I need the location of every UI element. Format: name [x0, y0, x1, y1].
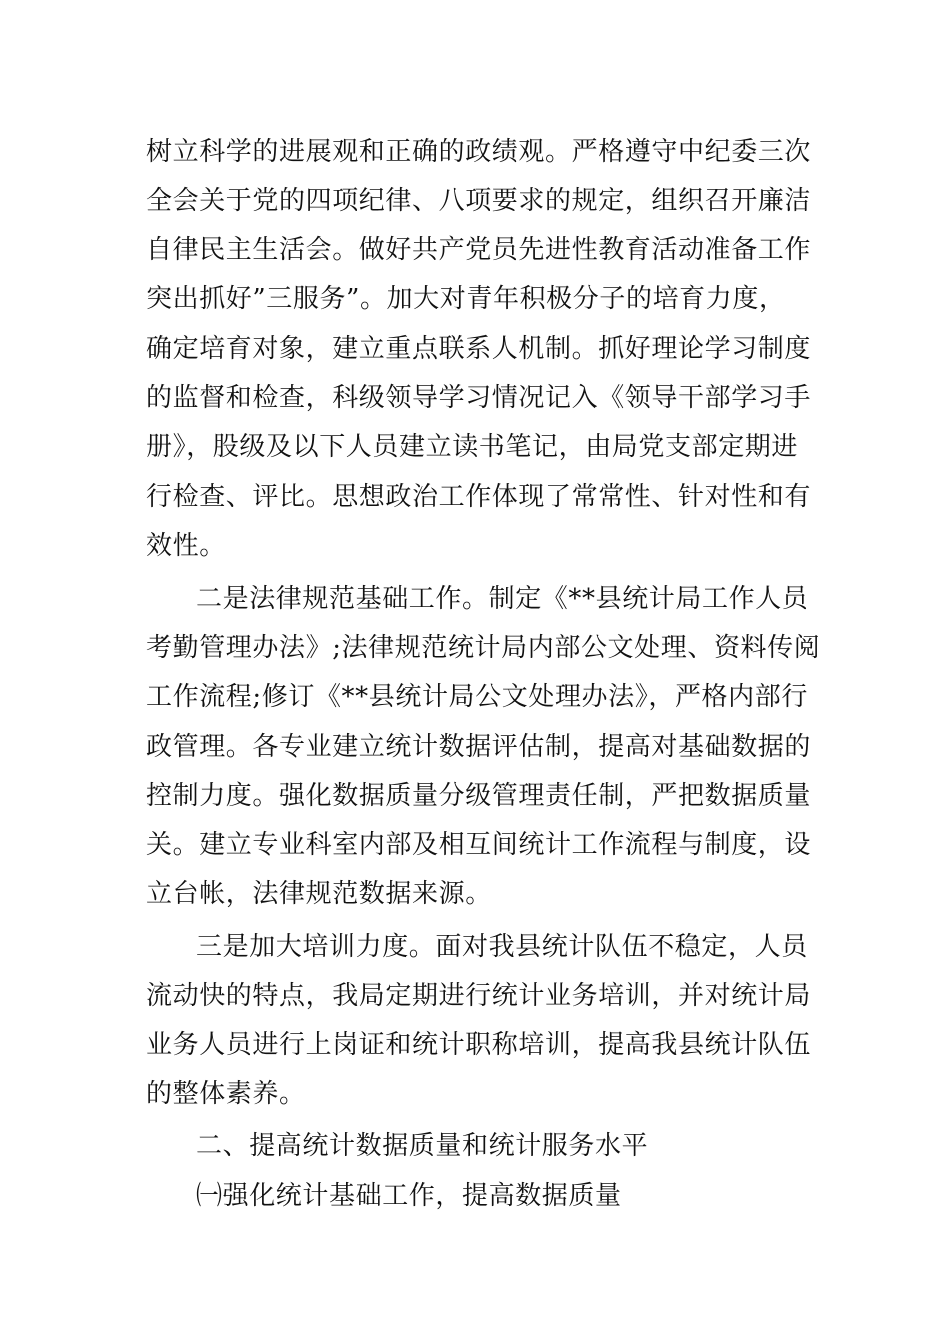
section-heading: 二、提高统计数据质量和统计服务水平 [196, 1131, 649, 1161]
paragraph-start-line: 二是法律规范基础工作。制定《**县统计局工作人员 [196, 584, 809, 614]
text-line: 突出抓好”三服务”。加大对青年积极分子的培育力度， [146, 284, 786, 314]
text-line: 自律民主生活会。做好共产党员先进性教育活动准备工作 [146, 235, 812, 265]
text-line: 考勤管理办法》;法律规范统计局内部公文处理、资料传阅 [146, 633, 821, 663]
text-line: 业务人员进行上岗证和统计职称培训，提高我县统计队伍 [146, 1030, 812, 1060]
text-line: 关。建立专业科室内部及相互间统计工作流程与制度，设 [146, 830, 812, 860]
paragraph-start-line: 三是加大培训力度。面对我县统计队伍不稳定，人员 [196, 932, 808, 962]
text-line: 行检查、评比。思想政治工作体现了常常性、针对性和有 [146, 482, 812, 512]
text-line: 立台帐，法律规范数据来源。 [146, 879, 492, 909]
text-line: 政管理。各专业建立统计数据评估制，提高对基础数据的 [146, 732, 812, 762]
text-line: 流动快的特点，我局定期进行统计业务培训，并对统计局 [146, 981, 812, 1011]
text-line: 全会关于党的四项纪律、八项要求的规定，组织召开廉洁 [146, 186, 812, 216]
text-line: 效性。 [146, 531, 226, 561]
text-line: 树立科学的进展观和正确的政绩观。严格遵守中纪委三次 [146, 137, 812, 167]
text-line: 册》，股级及以下人员建立读书笔记，由局党支部定期进 [146, 432, 799, 462]
text-line: 控制力度。强化数据质量分级管理责任制，严把数据质量 [146, 781, 812, 811]
subsection-heading: ㈠强化统计基础工作，提高数据质量 [196, 1181, 622, 1211]
text-line: 工作流程;修订《**县统计局公文处理办法》，严格内部行 [146, 682, 808, 712]
text-line: 的监督和检查，科级领导学习情况记入《领导干部学习手 [146, 383, 812, 413]
text-line: 确定培育对象，建立重点联系人机制。抓好理论学习制度 [146, 334, 812, 364]
text-line: 的整体素养。 [146, 1079, 306, 1109]
